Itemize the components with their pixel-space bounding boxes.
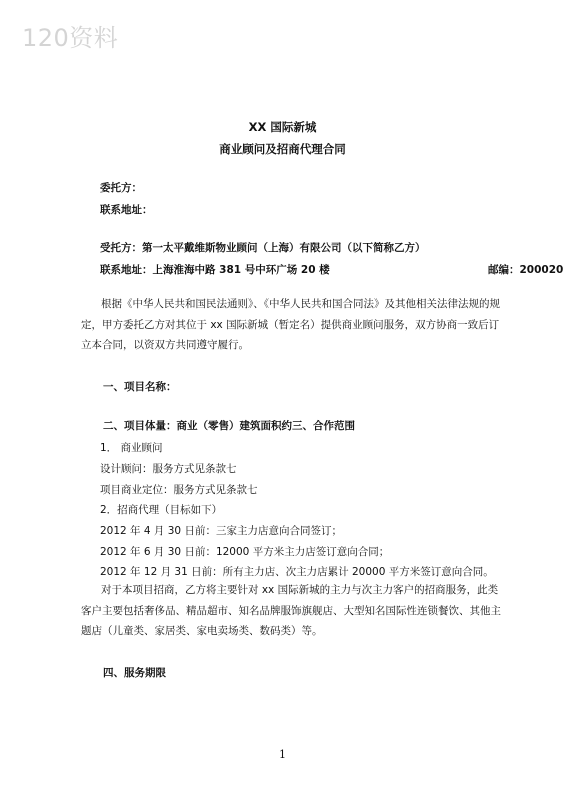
intro-paragraph: 根据《中华人民共和国民法通则》、《中华人民共和国合同法》及其他相关法律法规的规定，甲方委托乙方对其位于 xx 国际新城（暂定名）提供商业顾问服务，双方协商一致后订立本合同，以资双方共同遵守履行。 <box>81 298 500 351</box>
document-title: XX 国际新城 <box>248 120 317 134</box>
list-item: 2012 年 12 月 31 日前：所有主力店、次主力店累计 20000 平方米签订意向合同。 <box>100 566 494 578</box>
agent-address: 联系地址：上海淮海中路 381 号中环广场 20 楼 <box>100 264 330 276</box>
section-service-term: 四、服务期限 <box>103 667 166 679</box>
list-item: 设计顾问：服务方式见条款七 <box>100 463 237 475</box>
section-project-name: 一、项目名称： <box>103 381 177 393</box>
list-item: 1． 商业顾问 <box>100 442 163 454</box>
list-item: 2．招商代理（目标如下） <box>100 504 223 516</box>
list-item: 2012 年 4 月 30 日前：三家主力店意向合同签订； <box>100 525 342 537</box>
section-project-volume: 二、项目体量：商业（零售）建筑面积约三、合作范围 <box>103 420 355 432</box>
list-item: 2012 年 6 月 30 日前：12000 平方米主力店签订意向合同； <box>100 546 390 558</box>
postal-code: 邮编：200020 <box>488 264 564 276</box>
watermark-text: 120资料 <box>22 24 119 52</box>
agent-address-row <box>100 262 564 277</box>
list-item: 项目商业定位：服务方式见条款七 <box>100 484 258 496</box>
client-address-label: 联系地址： <box>100 204 153 216</box>
document-subtitle: 商业顾问及招商代理合同 <box>219 142 346 156</box>
tenant-paragraph: 对于本项目招商，乙方将主要针对 xx 国际新城的主力与次主力客户的招商服务，此类客户主要包括奢侈品、精品超市、知名品牌服饰旗舰店、大型知名国际性连锁餐饮、其他主题店（儿童类、家居类、家电卖场类、数码类）等。 <box>81 584 501 637</box>
page-number: 1 <box>279 748 286 761</box>
client-label: 委托方： <box>100 182 142 194</box>
agent-line: 受托方：第一太平戴维斯物业顾问（上海）有限公司（以下简称乙方） <box>100 242 426 254</box>
